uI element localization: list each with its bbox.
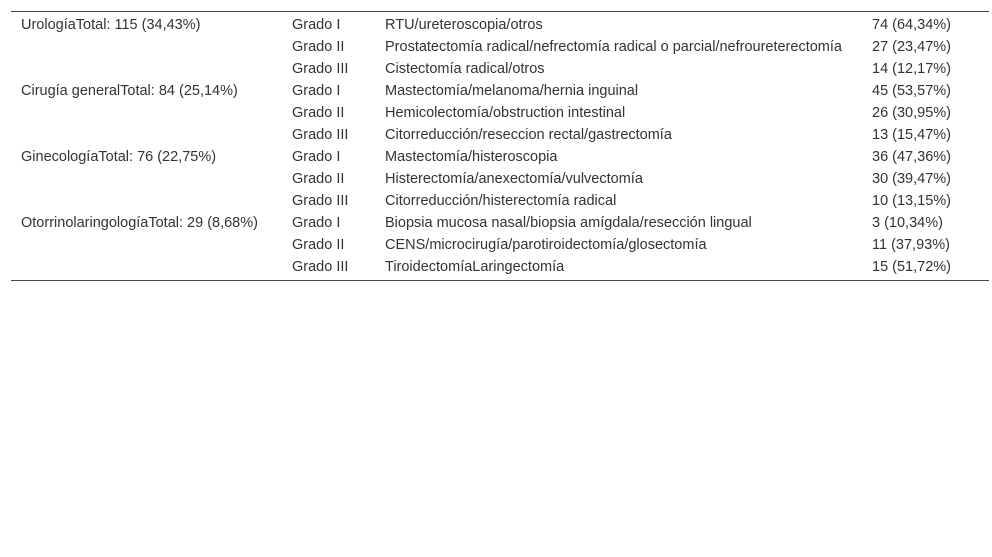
grade-cell: Grado II — [292, 171, 345, 187]
grade-cell: Grado II — [292, 105, 345, 121]
specialty-cell: Cirugía generalTotal: 84 (25,14%) — [21, 83, 238, 99]
table-row — [11, 146, 989, 168]
specialty-cell: OtorrinolaringologíaTotal: 29 (8,68%) — [21, 215, 258, 231]
procedures-cell: Hemicolectomía/obstruction intestinal — [385, 105, 626, 121]
table-row — [11, 12, 989, 37]
procedures-cell: Mastectomía/histeroscopia — [385, 149, 558, 165]
specialty-cell — [11, 234, 292, 256]
specialty-cell: UrologíaTotal: 115 (34,43%) — [21, 17, 201, 33]
grade-cell: Grado III — [292, 193, 349, 209]
grade-cell: Grado I — [292, 149, 341, 165]
grade-cell: Grado III — [292, 61, 349, 77]
table-row — [11, 124, 989, 146]
grade-cell: Grado II — [292, 237, 345, 253]
procedures-cell: Biopsia mucosa nasal/biopsia amígdala/resección lingual — [385, 215, 752, 231]
specialty-cell: GinecologíaTotal: 76 (22,75%) — [21, 149, 217, 165]
procedures-cell: Cistectomía radical/otros — [385, 61, 545, 77]
table-row — [11, 102, 989, 124]
specialty-cell — [11, 36, 292, 58]
table-row — [11, 58, 989, 80]
procedures-cell: Histerectomía/anexectomía/vulvectomía — [385, 171, 643, 187]
specialty-cell — [11, 58, 292, 80]
table-row — [11, 256, 989, 281]
count-cell: 3 (10,34%) — [872, 215, 943, 231]
grade-cell: Grado II — [292, 39, 345, 55]
procedures-cell: Prostatectomía radical/nefrectomía radical o parcial/nefroureterectomía — [385, 39, 842, 55]
procedures-cell: Mastectomía/melanoma/hernia inguinal — [385, 83, 639, 99]
procedures-cell: TiroidectomíaLaringectomía — [385, 259, 565, 275]
table-row — [11, 168, 989, 190]
specialty-cell — [11, 124, 292, 146]
surgery-table — [11, 11, 989, 281]
count-cell: 30 (39,47%) — [872, 171, 951, 187]
table-row — [11, 80, 989, 102]
count-cell: 36 (47,36%) — [872, 149, 951, 165]
specialty-cell — [11, 168, 292, 190]
count-cell: 26 (30,95%) — [872, 105, 951, 121]
grade-cell: Grado I — [292, 17, 341, 33]
count-cell: 74 (64,34%) — [872, 17, 951, 33]
count-cell: 10 (13,15%) — [872, 193, 951, 209]
specialty-cell — [11, 190, 292, 212]
specialty-cell — [11, 256, 292, 281]
table-row — [11, 212, 989, 234]
count-cell: 11 (37,93%) — [872, 237, 950, 253]
procedures-cell: CENS/microcirugía/parotiroidectomía/glosectomía — [385, 237, 707, 253]
procedures-cell: Citorreducción/reseccion rectal/gastrectomía — [385, 127, 672, 143]
specialty-cell — [11, 102, 292, 124]
count-cell: 15 (51,72%) — [872, 259, 951, 275]
grade-cell: Grado III — [292, 259, 349, 275]
procedures-cell: Citorreducción/histerectomía radical — [385, 193, 617, 209]
count-cell: 27 (23,47%) — [872, 39, 951, 55]
grade-cell: Grado I — [292, 83, 341, 99]
grade-cell: Grado I — [292, 215, 341, 231]
count-cell: 13 (15,47%) — [872, 127, 951, 143]
table-row — [11, 234, 989, 256]
grade-cell: Grado III — [292, 127, 349, 143]
count-cell: 14 (12,17%) — [872, 61, 951, 77]
count-cell: 45 (53,57%) — [872, 83, 951, 99]
table-row — [11, 36, 989, 58]
table-row — [11, 190, 989, 212]
procedures-cell: RTU/ureteroscopia/otros — [385, 17, 543, 33]
table-container — [11, 11, 979, 281]
